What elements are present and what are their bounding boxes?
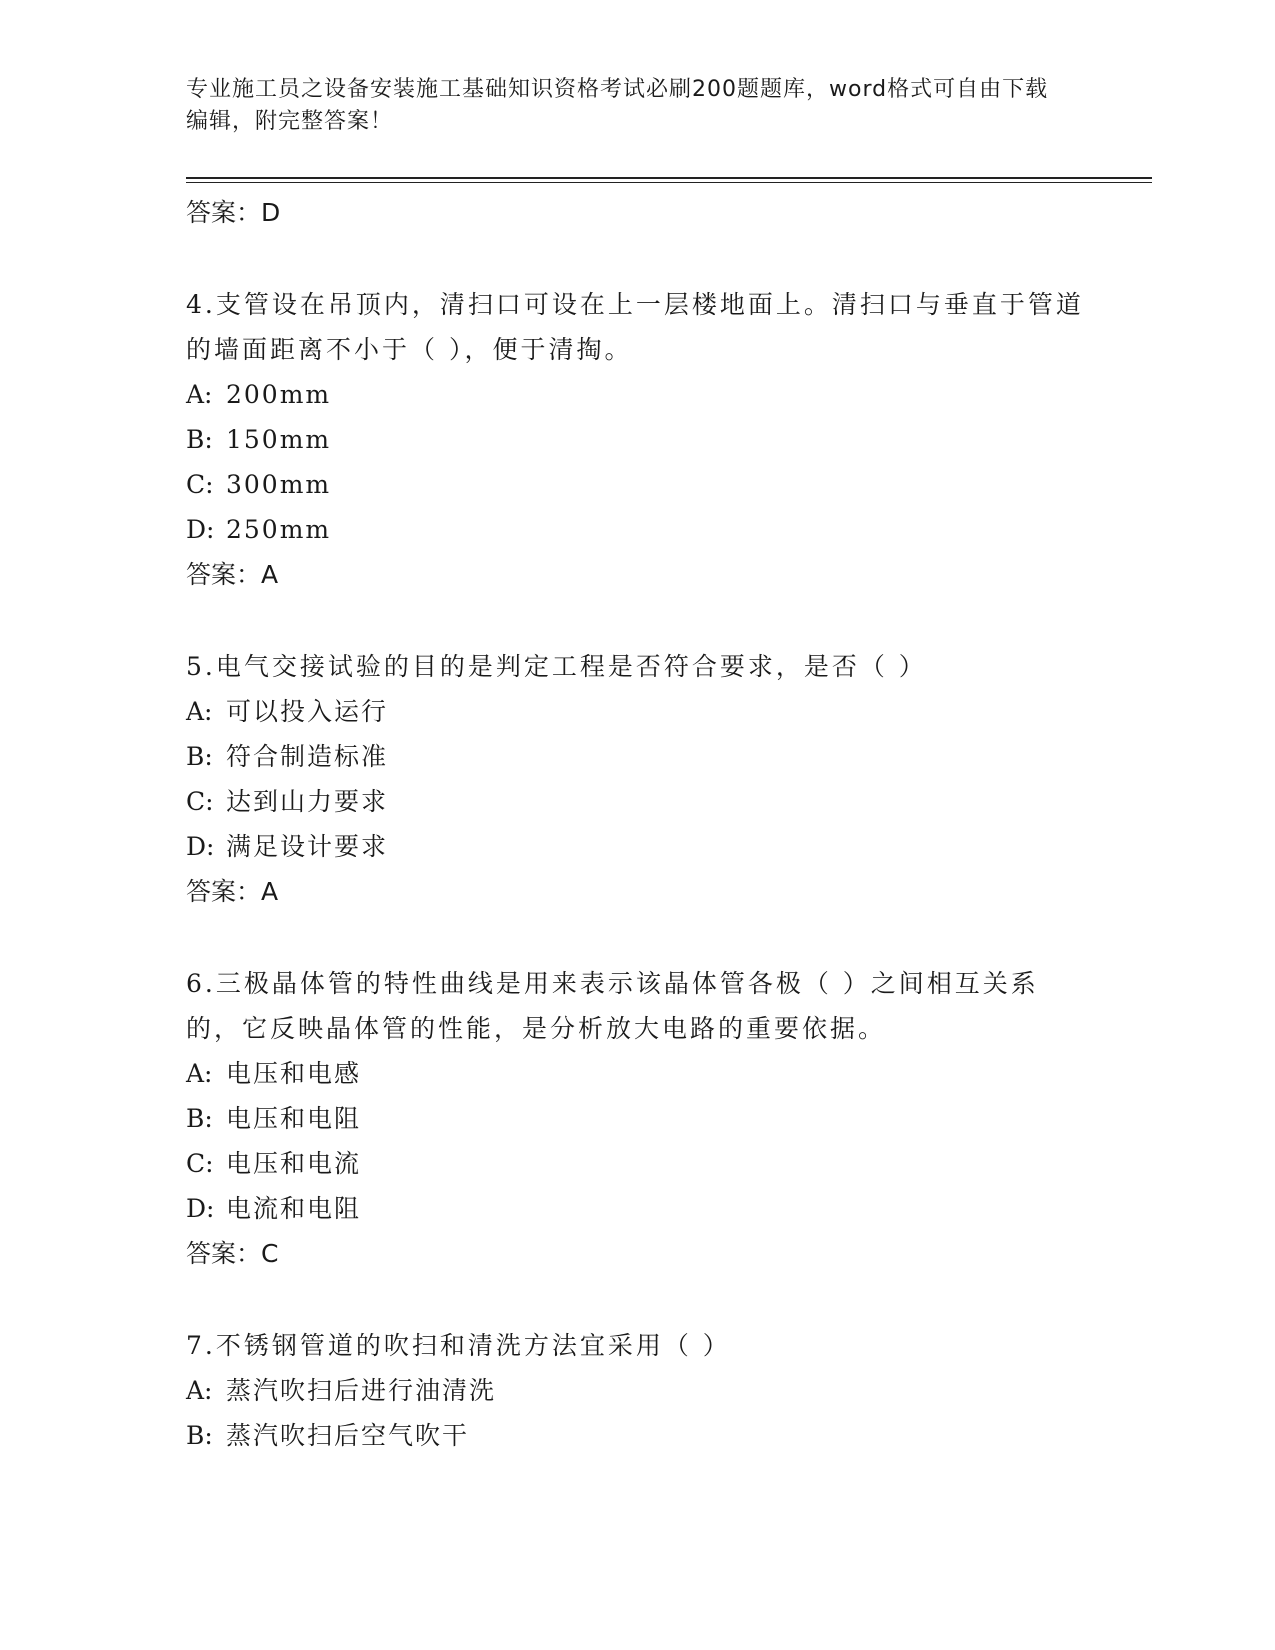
option-label: A:	[186, 380, 213, 409]
option-text: 符合制造标准	[226, 742, 389, 771]
option-label: D:	[186, 1194, 215, 1223]
question-block	[186, 644, 1086, 914]
option-text: 200mm	[226, 380, 332, 409]
option-text: 250mm	[226, 515, 332, 544]
option-a	[186, 1368, 1086, 1413]
spacer	[186, 597, 1086, 644]
question-stem: 4.支管设在吊顶内，清扫口可设在上一层楼地面上。清扫口与垂直于管道的墙面距离不小于（ ），便于清掏。	[186, 290, 1084, 364]
spacer	[186, 914, 1086, 961]
option-c	[186, 462, 1086, 507]
option-text: 电压和电流	[226, 1149, 362, 1178]
option-text: 300mm	[226, 470, 332, 499]
option-text: 满足设计要求	[226, 832, 389, 861]
answer: 答案：C	[186, 1239, 279, 1268]
option-label: D:	[186, 515, 215, 544]
spacer	[186, 1276, 1086, 1323]
option-label: C:	[186, 470, 214, 499]
option-text: 蒸汽吹扫后空气吹干	[226, 1421, 470, 1450]
question-stem: 5.电气交接试验的目的是判定工程是否符合要求，是否（ ）	[186, 652, 927, 681]
option-b	[186, 1096, 1086, 1141]
option-label: B:	[186, 1421, 213, 1450]
option-label: D:	[186, 832, 215, 861]
previous-answer: 答案：D	[186, 198, 281, 227]
spacer	[186, 235, 1086, 282]
question-block	[186, 1323, 1086, 1458]
option-b	[186, 417, 1086, 462]
option-b	[186, 734, 1086, 779]
option-a	[186, 1051, 1086, 1096]
option-a	[186, 689, 1086, 734]
option-text: 电压和电感	[226, 1059, 362, 1088]
option-label: B:	[186, 742, 213, 771]
header-rule-thick	[186, 177, 1152, 179]
document-header: 专业施工员之设备安装施工基础知识资格考试必刷200题题库，word格式可自由下载编辑，附完整答案！	[186, 77, 1049, 134]
option-c	[186, 1141, 1086, 1186]
option-text: 电流和电阻	[226, 1194, 362, 1223]
option-text: 电压和电阻	[226, 1104, 362, 1133]
option-label: B:	[186, 425, 213, 454]
document-body	[186, 190, 1086, 1458]
option-label: C:	[186, 1149, 214, 1178]
question-block	[186, 961, 1086, 1276]
option-c	[186, 779, 1086, 824]
option-text: 可以投入运行	[226, 697, 389, 726]
option-label: B:	[186, 1104, 213, 1133]
option-text: 蒸汽吹扫后进行油清洗	[226, 1376, 497, 1405]
header-rule-thin	[186, 182, 1152, 183]
question-stem: 7.不锈钢管道的吹扫和清洗方法宜采用（ ）	[186, 1331, 731, 1360]
question-stem: 6.三极晶体管的特性曲线是用来表示该晶体管各极（ ）之间相互关系的，它反映晶体管的性能，是分析放大电路的重要依据。	[186, 969, 1039, 1043]
option-label: A:	[186, 697, 213, 726]
option-label: A:	[186, 1059, 213, 1088]
option-text: 达到山力要求	[226, 787, 389, 816]
option-b	[186, 1413, 1086, 1458]
option-label: C:	[186, 787, 214, 816]
option-d	[186, 507, 1086, 552]
question-block	[186, 282, 1086, 597]
option-label: A:	[186, 1376, 213, 1405]
option-d	[186, 824, 1086, 869]
option-text: 150mm	[226, 425, 332, 454]
answer: 答案：A	[186, 877, 279, 906]
option-d	[186, 1186, 1086, 1231]
option-a	[186, 372, 1086, 417]
answer: 答案：A	[186, 560, 279, 589]
